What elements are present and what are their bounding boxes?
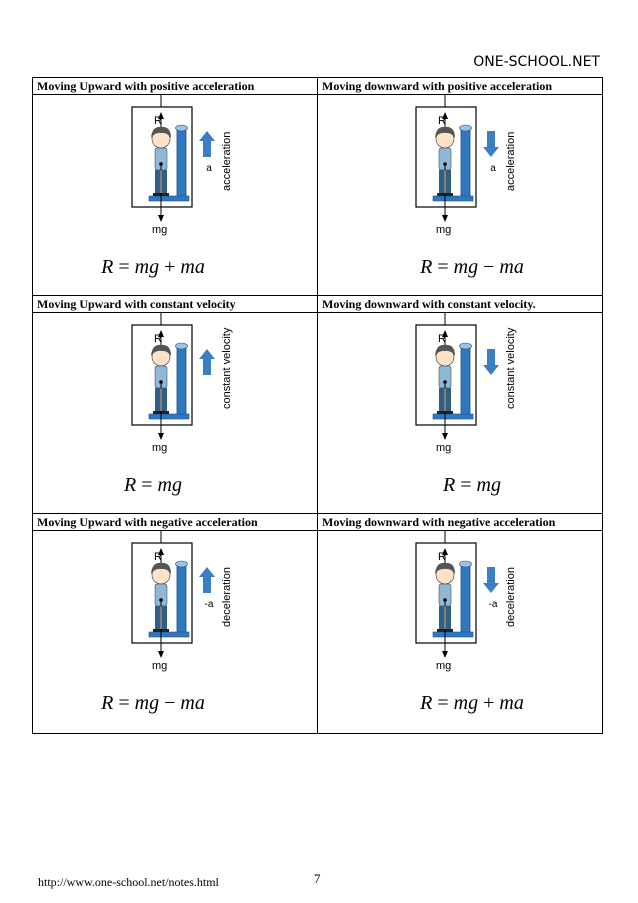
eq-term: mg: [134, 692, 160, 714]
eq-term: ma: [499, 692, 524, 714]
eq-term: R: [124, 474, 137, 496]
eq-equals: =: [437, 692, 449, 714]
panel-title: Moving Upward with constant velocity: [33, 296, 318, 313]
force-label-R: R: [438, 333, 446, 345]
force-label-mg: mg: [152, 224, 168, 236]
motion-label: acceleration: [221, 131, 233, 191]
lift-diagram: [415, 95, 525, 245]
motion-arrow: [483, 349, 499, 375]
motion-label: acceleration: [505, 131, 517, 191]
eq-equals: =: [118, 692, 130, 714]
eq-operator: +: [164, 256, 176, 278]
accel-symbol: -a: [204, 599, 214, 610]
motion-arrow: [483, 131, 499, 157]
force-label-R: R: [438, 551, 446, 563]
weight-arrowhead: [158, 651, 164, 658]
force-label-R: R: [438, 115, 446, 127]
panel-title: Moving Upward with negative acceleration: [33, 514, 318, 531]
lift-situations-table: [32, 77, 603, 734]
motion-arrow: [199, 131, 215, 157]
page-number: 7: [314, 871, 321, 886]
footer-url[interactable]: http://www.one-school.net/notes.html: [38, 875, 219, 889]
lift-diagram: [415, 313, 525, 463]
equation: [330, 692, 614, 715]
eq-term: mg: [453, 256, 479, 278]
motion-arrow: [483, 567, 499, 593]
accel-symbol: a: [206, 163, 212, 174]
motion-arrow: [199, 567, 215, 593]
eq-term: mg: [453, 692, 479, 714]
eq-equals: =: [460, 474, 472, 496]
force-label-mg: mg: [436, 660, 452, 672]
force-label-mg: mg: [436, 442, 452, 454]
lift-diagram: [131, 531, 241, 681]
force-label-mg: mg: [152, 660, 168, 672]
force-label-R: R: [154, 115, 162, 127]
eq-term: mg: [134, 256, 160, 278]
site-brand: ONE-SCHOOL.NET: [473, 54, 600, 70]
panel-figure: [318, 313, 603, 514]
weight-arrowhead: [442, 215, 448, 222]
panel-figure: [318, 95, 603, 296]
lift-diagram: [131, 95, 241, 245]
eq-term: R: [420, 692, 433, 714]
panel-title: Moving downward with constant velocity.: [318, 296, 603, 313]
eq-operator: +: [483, 692, 495, 714]
eq-term: ma: [180, 692, 205, 714]
equation: [330, 474, 614, 497]
panel-figure: [318, 531, 603, 734]
eq-operator: −: [164, 692, 176, 714]
motion-arrow: [199, 349, 215, 375]
motion-label: constant velocity: [505, 327, 517, 409]
weight-arrowhead: [442, 433, 448, 440]
panel-figure: [33, 95, 318, 296]
panel-title: Moving downward with negative acceleration: [318, 514, 603, 531]
eq-term: R: [101, 692, 114, 714]
eq-term: ma: [499, 256, 524, 278]
force-label-mg: mg: [436, 224, 452, 236]
motion-label: constant velocity: [221, 327, 233, 409]
lift-diagram: [131, 313, 241, 463]
panel-title: Moving downward with positive acceleration: [318, 78, 603, 95]
equation: [11, 256, 295, 279]
panel-figure: [33, 531, 318, 734]
eq-term: ma: [180, 256, 205, 278]
eq-term: mg: [476, 474, 501, 496]
eq-term: R: [443, 474, 456, 496]
force-label-R: R: [154, 333, 162, 345]
accel-symbol: -a: [488, 599, 498, 610]
panel-figure: [33, 313, 318, 514]
equation: [11, 692, 295, 715]
force-label-R: R: [154, 551, 162, 563]
weight-arrowhead: [158, 433, 164, 440]
motion-label: deceleration: [505, 567, 517, 627]
eq-equals: =: [118, 256, 130, 278]
force-label-mg: mg: [152, 442, 168, 454]
motion-label: deceleration: [221, 567, 233, 627]
eq-operator: −: [483, 256, 495, 278]
panel-title: Moving Upward with positive acceleration: [33, 78, 318, 95]
lift-diagram: [415, 531, 525, 681]
eq-term: mg: [157, 474, 182, 496]
eq-term: R: [420, 256, 433, 278]
equation: [330, 256, 614, 279]
equation: [11, 474, 295, 497]
weight-arrowhead: [158, 215, 164, 222]
eq-term: R: [101, 256, 114, 278]
accel-symbol: a: [490, 163, 496, 174]
eq-equals: =: [141, 474, 153, 496]
weight-arrowhead: [442, 651, 448, 658]
eq-equals: =: [437, 256, 449, 278]
